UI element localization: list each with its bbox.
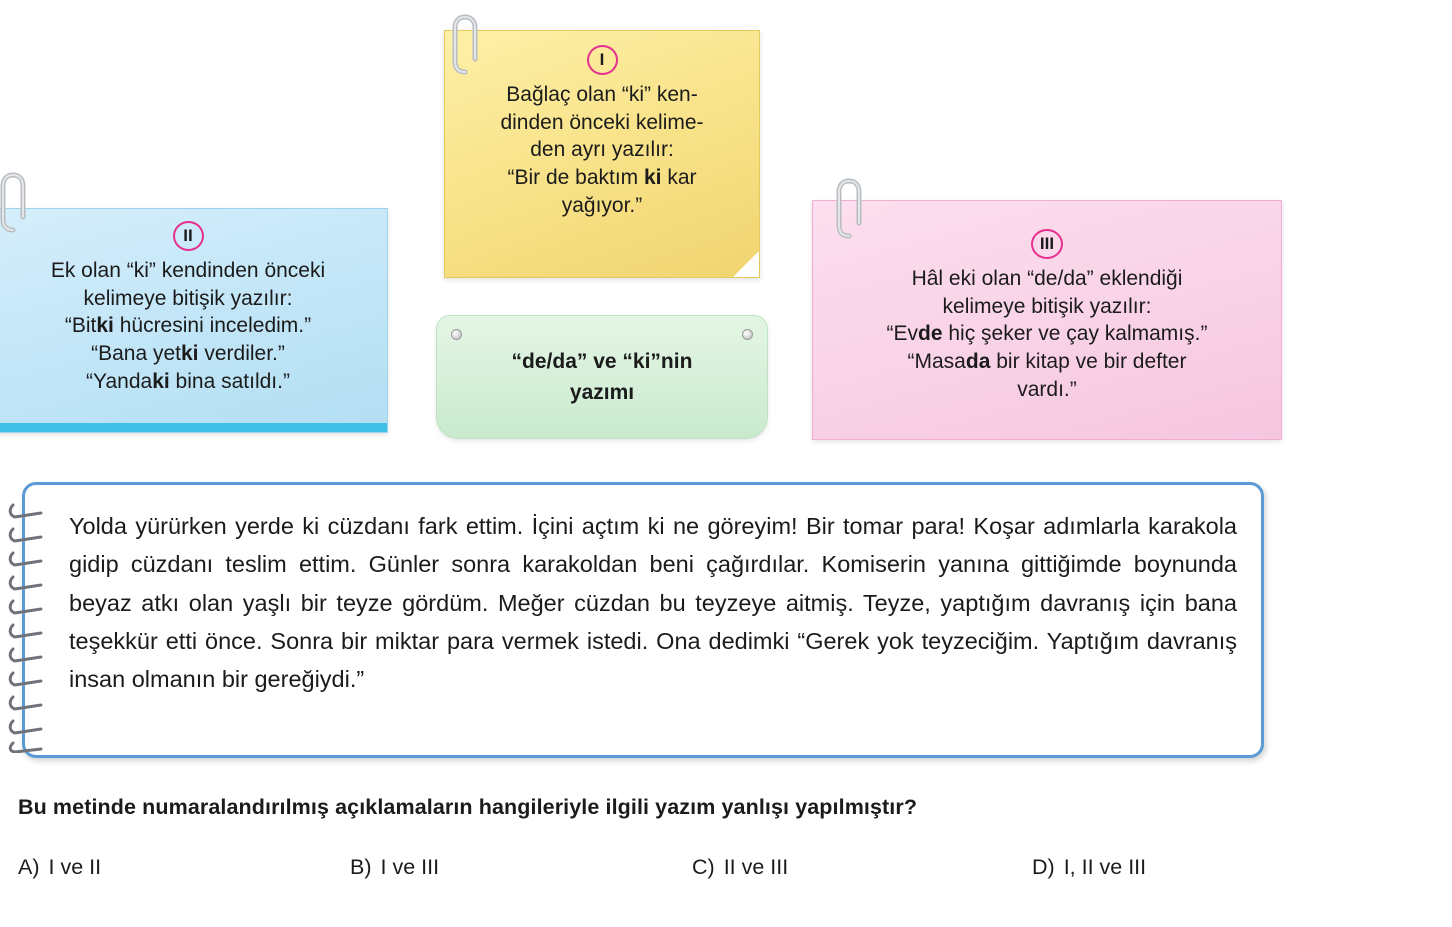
note-i-line-4: “Bir de baktım ki kar — [507, 166, 697, 190]
roman-numeral-i: I — [587, 45, 618, 75]
note-i-line-2: dinden önceki kelime- — [500, 110, 704, 134]
note-ii-line-1: Ek olan “ki” kendinden önceki — [50, 259, 326, 282]
note-i-line-5: yağıyor.” — [561, 193, 643, 217]
note-i-line-1: Bağlaç olan “ki” ken- — [506, 83, 698, 106]
note-card-ii — [0, 208, 388, 433]
screw-left-icon — [451, 329, 462, 340]
option-a-text: I ve II — [48, 855, 102, 879]
option-a-label: A) — [18, 855, 40, 879]
option-d-label: D) — [1032, 855, 1055, 879]
option-a[interactable] — [18, 855, 101, 880]
spiral-binding-icon — [7, 493, 53, 753]
roman-numeral-ii: II — [173, 221, 204, 251]
note-iii-line-4: “Masada bir kitap ve bir defter — [907, 350, 1187, 374]
note-iii-line-2: kelimeye bitişik yazılır: — [942, 294, 1152, 318]
option-c-text: II ve III — [723, 855, 789, 879]
note-iii-text — [833, 265, 1261, 404]
paperclip-icon-note-3 — [836, 178, 862, 240]
note-card-iii — [812, 200, 1282, 440]
note-ii-line-5: “Yandaki bina satıldı.” — [86, 369, 290, 393]
note-ii-text — [9, 257, 367, 396]
topic-label-line-2: yazımı — [569, 381, 635, 404]
note-i-text — [463, 81, 741, 220]
note-ii-line-2: kelimeye bitişik yazılır: — [83, 286, 293, 310]
roman-numeral-iii: III — [1031, 229, 1063, 259]
paperclip-icon-note-1 — [452, 14, 478, 76]
note-card-i — [444, 30, 760, 278]
option-b[interactable] — [350, 855, 439, 880]
option-c-label: C) — [692, 855, 715, 879]
option-d[interactable] — [1032, 855, 1146, 880]
note-badge-iii — [833, 229, 1261, 259]
option-c[interactable] — [692, 855, 788, 880]
screw-right-icon — [742, 329, 753, 340]
option-b-text: I ve III — [380, 855, 440, 879]
note-badge-ii — [9, 221, 367, 251]
note-i-line-3: den ayrı yazılır: — [530, 138, 674, 162]
note-badge-i — [463, 45, 741, 75]
topic-label-line-1: “de/da” ve “ki”nin — [511, 349, 693, 373]
note-iii-line-1: Hâl eki olan “de/da” eklendiği — [911, 267, 1183, 290]
note-iii-line-3: “Evde hiç şeker ve çay kalmamış.” — [886, 322, 1208, 346]
passage-text: Yolda yürürken yerde ki cüzdanı fark ettim. İçini açtım ki ne göreyim! Bir tomar para! Koşar adımlarla karakola gidip cüzdanı teslim ettim. Günler sonra karakoldan beni çağırdılar. Komiserin yanına gittiğimde boynunda beyaz atkı olan yaşlı bir teyze gördüm. Meğer cüzdan bu teyzeye aitmiş. Teyze, yaptığım davranış için bana teşekkür etti önce. Sonra bir miktar para vermek istedi. Ona dedimki “Gerek yok teyzeciğim. Yaptığım davranış insan olmanın bir gereğiydi.” — [69, 513, 1237, 693]
note-ii-line-4: “Bana yetki verdiler.” — [91, 342, 285, 366]
note-ii-bottom-stripe — [0, 423, 387, 432]
option-b-label: B) — [350, 855, 372, 879]
passage-box — [22, 482, 1264, 758]
option-d-text: I, II ve III — [1063, 855, 1147, 879]
note-ii-line-3: “Bitki hücresini inceledim.” — [64, 314, 312, 338]
paperclip-icon-note-2 — [0, 172, 26, 234]
question-text: Bu metinde numaralandırılmış açıklamaların hangileriyle ilgili yazım yanlışı yapılmıştır? — [18, 795, 918, 819]
note-iii-line-5: vardı.” — [1017, 377, 1077, 401]
topic-label — [436, 315, 768, 439]
